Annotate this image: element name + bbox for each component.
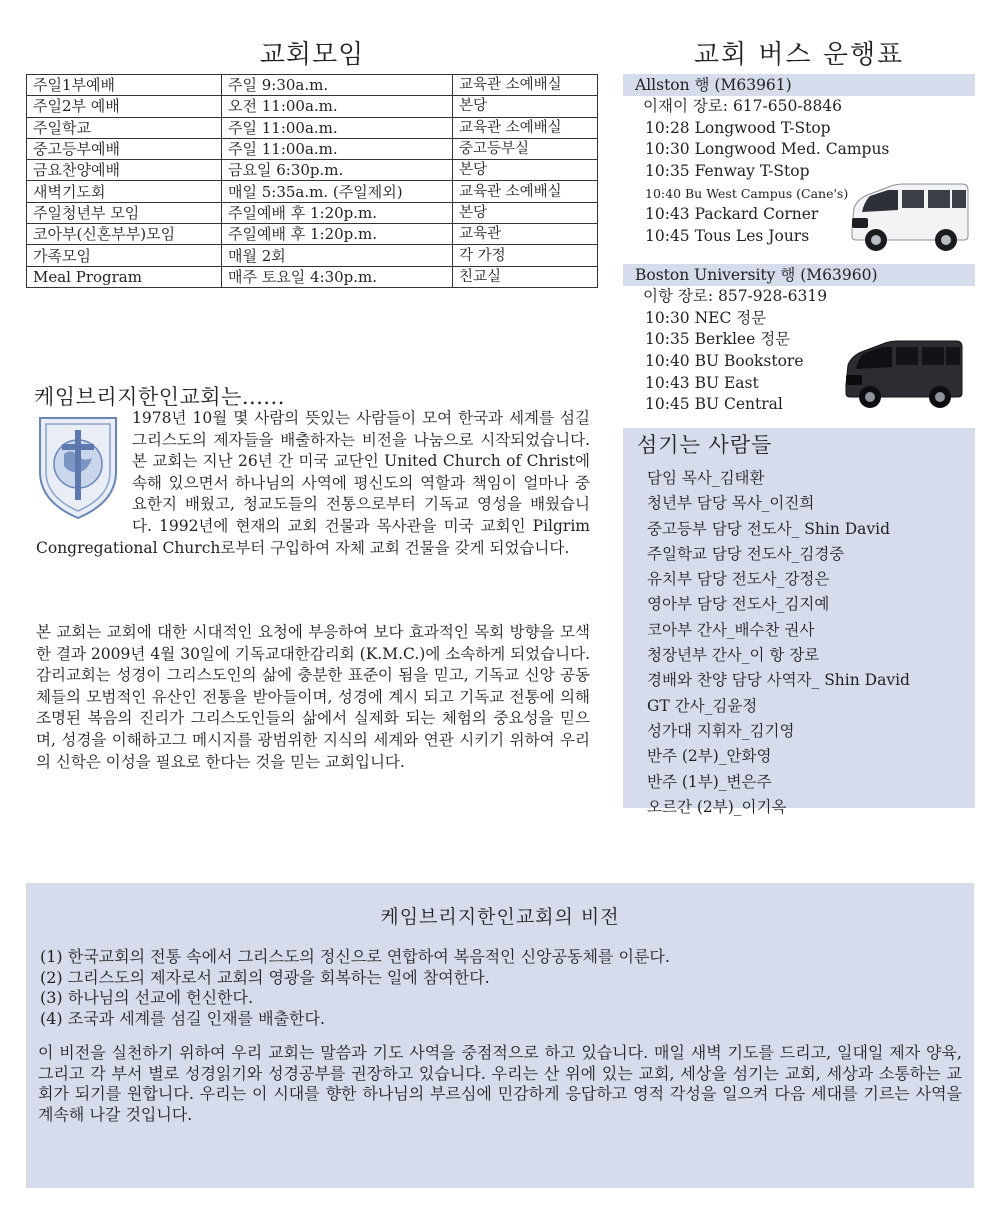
meeting-time: 금요일 6:30p.m.	[222, 160, 453, 181]
meeting-name: 코아부(신혼부부)모임	[27, 224, 222, 245]
meetings-table	[26, 74, 598, 288]
table-row	[27, 245, 598, 266]
table-row	[27, 75, 598, 96]
staff-item: 성가대 지휘자_김기영	[647, 721, 795, 740]
staff-item: 담임 목사_김태환	[647, 469, 765, 487]
meeting-name: 주일청년부 모임	[27, 202, 222, 223]
vision-list	[40, 947, 974, 1029]
table-row	[27, 160, 598, 181]
meeting-name: 주일1부예배	[27, 75, 222, 96]
intro-heading: 케임브리지한인교회는......	[34, 385, 285, 409]
table-row	[27, 202, 598, 223]
bus-contact: 이재이 장로: 617-650-8846	[643, 97, 843, 115]
meeting-name: 새벽기도회	[27, 181, 222, 202]
staff-item: 경배와 찬양 담당 사역자_ Shin David	[647, 671, 910, 690]
vision-title: 케임브리지한인교회의 비전	[380, 906, 620, 928]
staff-item: 반주 (1부)_변은주	[647, 772, 772, 791]
staff-item: 반주 (2부)_안화영	[647, 747, 772, 766]
vision-panel	[26, 883, 974, 1188]
staff-item: 유치부 담당 전도사_강정은	[647, 570, 830, 589]
staff-item: 영아부 담당 전도사_김지예	[647, 595, 830, 614]
meeting-name: 중고등부예배	[27, 138, 222, 159]
table-row	[27, 266, 598, 287]
church-emblem-logo	[36, 414, 120, 520]
bus-stop: 10:43 Packard Corner	[645, 205, 819, 224]
vision-item: (2) 그리스도의 제자로서 교회의 영광을 회복하는 일에 참여한다.	[40, 967, 490, 987]
vision-item: (1) 한국교회의 전통 속에서 그리스도의 정신으로 연합하여 복음적인 신앙공동체를 이룬다.	[40, 947, 670, 966]
bus-route-header: Boston University 행 (M63960)	[623, 264, 975, 286]
meeting-place: 친교실	[453, 266, 598, 287]
bus-schedule-title: 교회 버스 운행표	[693, 40, 905, 70]
staff-item: 청년부 담당 목사_이진희	[647, 494, 815, 513]
meeting-time: 주일예배 후 1:20p.m.	[222, 202, 453, 223]
bus-contact: 이항 장로: 857-928-6319	[643, 287, 828, 305]
meeting-name: 주일2부 예배	[27, 96, 222, 117]
white-van-image	[844, 178, 972, 256]
meeting-time: 오전 11:00a.m.	[222, 96, 453, 117]
meeting-place: 교육관 소예배실	[453, 181, 598, 202]
black-van-image	[838, 335, 966, 413]
bus-stop: 10:35 Berklee 정문	[645, 330, 791, 349]
bus-stop: 10:43 BU East	[645, 373, 759, 392]
meeting-place: 본당	[453, 160, 598, 181]
meeting-name: Meal Program	[27, 266, 222, 287]
meeting-place: 교육관 소예배실	[453, 117, 598, 138]
staff-item: 중고등부 담당 전도사_ Shin David	[647, 519, 891, 538]
meeting-time: 주일 9:30a.m.	[222, 75, 453, 96]
intro-paragraph-text: 1978년 10월 몇 사람의 뜻있는 사람들이 모여 한국과 세계를 섬길 그리스도의 제자들을 배출하자는 비전을 나눔으로 시작되었습니다. 본 교회는 지난 26년 간 미국 교단인 United Church of Christ에 속해 있으면서 하나님의 사역에 평신도의 역할과 책임이 얼마나 중요한지 배웠고, 청교도들의 전통으로부터 기독교 영성을 배웠습니다. 1992년에 현재의 교회 건물과 목사관을 미국 교회인 Pilgrim Congregational Church로부터 구입하여 자체 교회 건물을 갖게 되었습니다.	[36, 409, 590, 557]
table-row	[27, 224, 598, 245]
bus-stop: 10:45 Tous Les Jours	[645, 227, 810, 246]
staff-item: 코아부 간사_배수찬 권사	[647, 620, 815, 639]
meeting-place: 각 가정	[453, 245, 598, 266]
meeting-place: 중고등부실	[453, 138, 598, 159]
vision-item: (3) 하나님의 선교에 헌신한다.	[40, 988, 254, 1007]
meeting-time: 매일 5:35a.m. (주일제외)	[222, 181, 453, 202]
meeting-time: 매주 토요일 4:30p.m.	[222, 266, 453, 287]
table-row	[27, 96, 598, 117]
bus-stop: 10:40 Bu West Campus (Cane's)	[645, 185, 849, 201]
bus-route-header: Allston 행 (M63961)	[623, 74, 975, 96]
table-row	[27, 181, 598, 202]
meeting-time: 주일예배 후 1:20p.m.	[222, 224, 453, 245]
bus-stop: 10:30 NEC 정문	[645, 308, 767, 327]
meeting-place: 본당	[453, 202, 598, 223]
bus-stop: 10:45 BU Central	[645, 395, 783, 414]
staff-panel	[623, 428, 975, 816]
table-row	[27, 138, 598, 159]
meeting-name: 가족모임	[27, 245, 222, 266]
staff-item: GT 간사_김윤정	[647, 696, 758, 715]
bus-stop: 10:40 BU Bookstore	[645, 352, 804, 371]
meeting-time: 주일 11:00a.m.	[222, 117, 453, 138]
intro-paragraph: 본 교회는 교회에 대한 시대적인 요청에 부응하여 보다 효과적인 목회 방향을 모색한 결과 2009년 4월 30일에 기독교대한감리회 (K.M.C.)에 소속하게 되었습니다. 감리교회는 성경이 그리스도인의 삶에 충분한 표준이 됨을 믿고, 기독교 신앙 공동체들의 모범적인 유산인 전통을 받아들이며, 성경에 계시 되고 기독교 전통에 의해 조명된 복음의 진리가 그리스도인들의 삶에서 실제화 되는 체험의 중요성을 믿으며, 성경을 이해하고그 메시지를 광범위한 지식의 세계와 연관 시키기 위하여 우리의 신학은 이성을 필요로 한다는 것을 믿는 교회입니다.	[36, 623, 590, 771]
bus-stop: 10:30 Longwood Med. Campus	[645, 140, 890, 159]
meeting-place: 본당	[453, 96, 598, 117]
bus-stop: 10:35 Fenway T-Stop	[645, 162, 810, 181]
meeting-name: 주일학교	[27, 117, 222, 138]
staff-item: 오르간 (2부)_이기옥	[647, 797, 787, 816]
meeting-place: 교육관 소예배실	[453, 75, 598, 96]
staff-item: 주일학교 담당 전도사_김경중	[647, 544, 845, 563]
staff-title: 섬기는 사람들	[637, 433, 773, 457]
meeting-place: 교육관	[453, 224, 598, 245]
bus-stop: 10:28 Longwood T-Stop	[645, 118, 831, 137]
table-row	[27, 117, 598, 138]
vision-body: 이 비전을 실천하기 위하여 우리 교회는 말씀과 기도 사역을 중점적으로 하고 있습니다. 매일 새벽 기도를 드리고, 일대일 제자 양육, 그리고 각 부서 별로 성경읽기와 성경공부를 권장하고 있습니다. 우리는 산 위에 있는 교회, 세상을 섬기는 교회, 세상과 소통하는 교회가 되기를 원합니다. 우리는 이 시대를 향한 하나님의 부르심에 민감하게 응답하고 영적 각성을 일으켜 다음 세대를 기르는 사역을 계속해 나갈 것입니다.	[38, 1043, 962, 1124]
vision-item: (4) 조국과 세계를 섬길 인재를 배출한다.	[40, 1008, 326, 1028]
meeting-time: 주일 11:00a.m.	[222, 138, 453, 159]
meetings-title: 교회모임	[259, 40, 365, 70]
staff-item: 청장년부 간사_이 항 장로	[647, 646, 820, 665]
meeting-name: 금요찬양예배	[27, 160, 222, 181]
meeting-time: 매월 2회	[222, 245, 453, 266]
